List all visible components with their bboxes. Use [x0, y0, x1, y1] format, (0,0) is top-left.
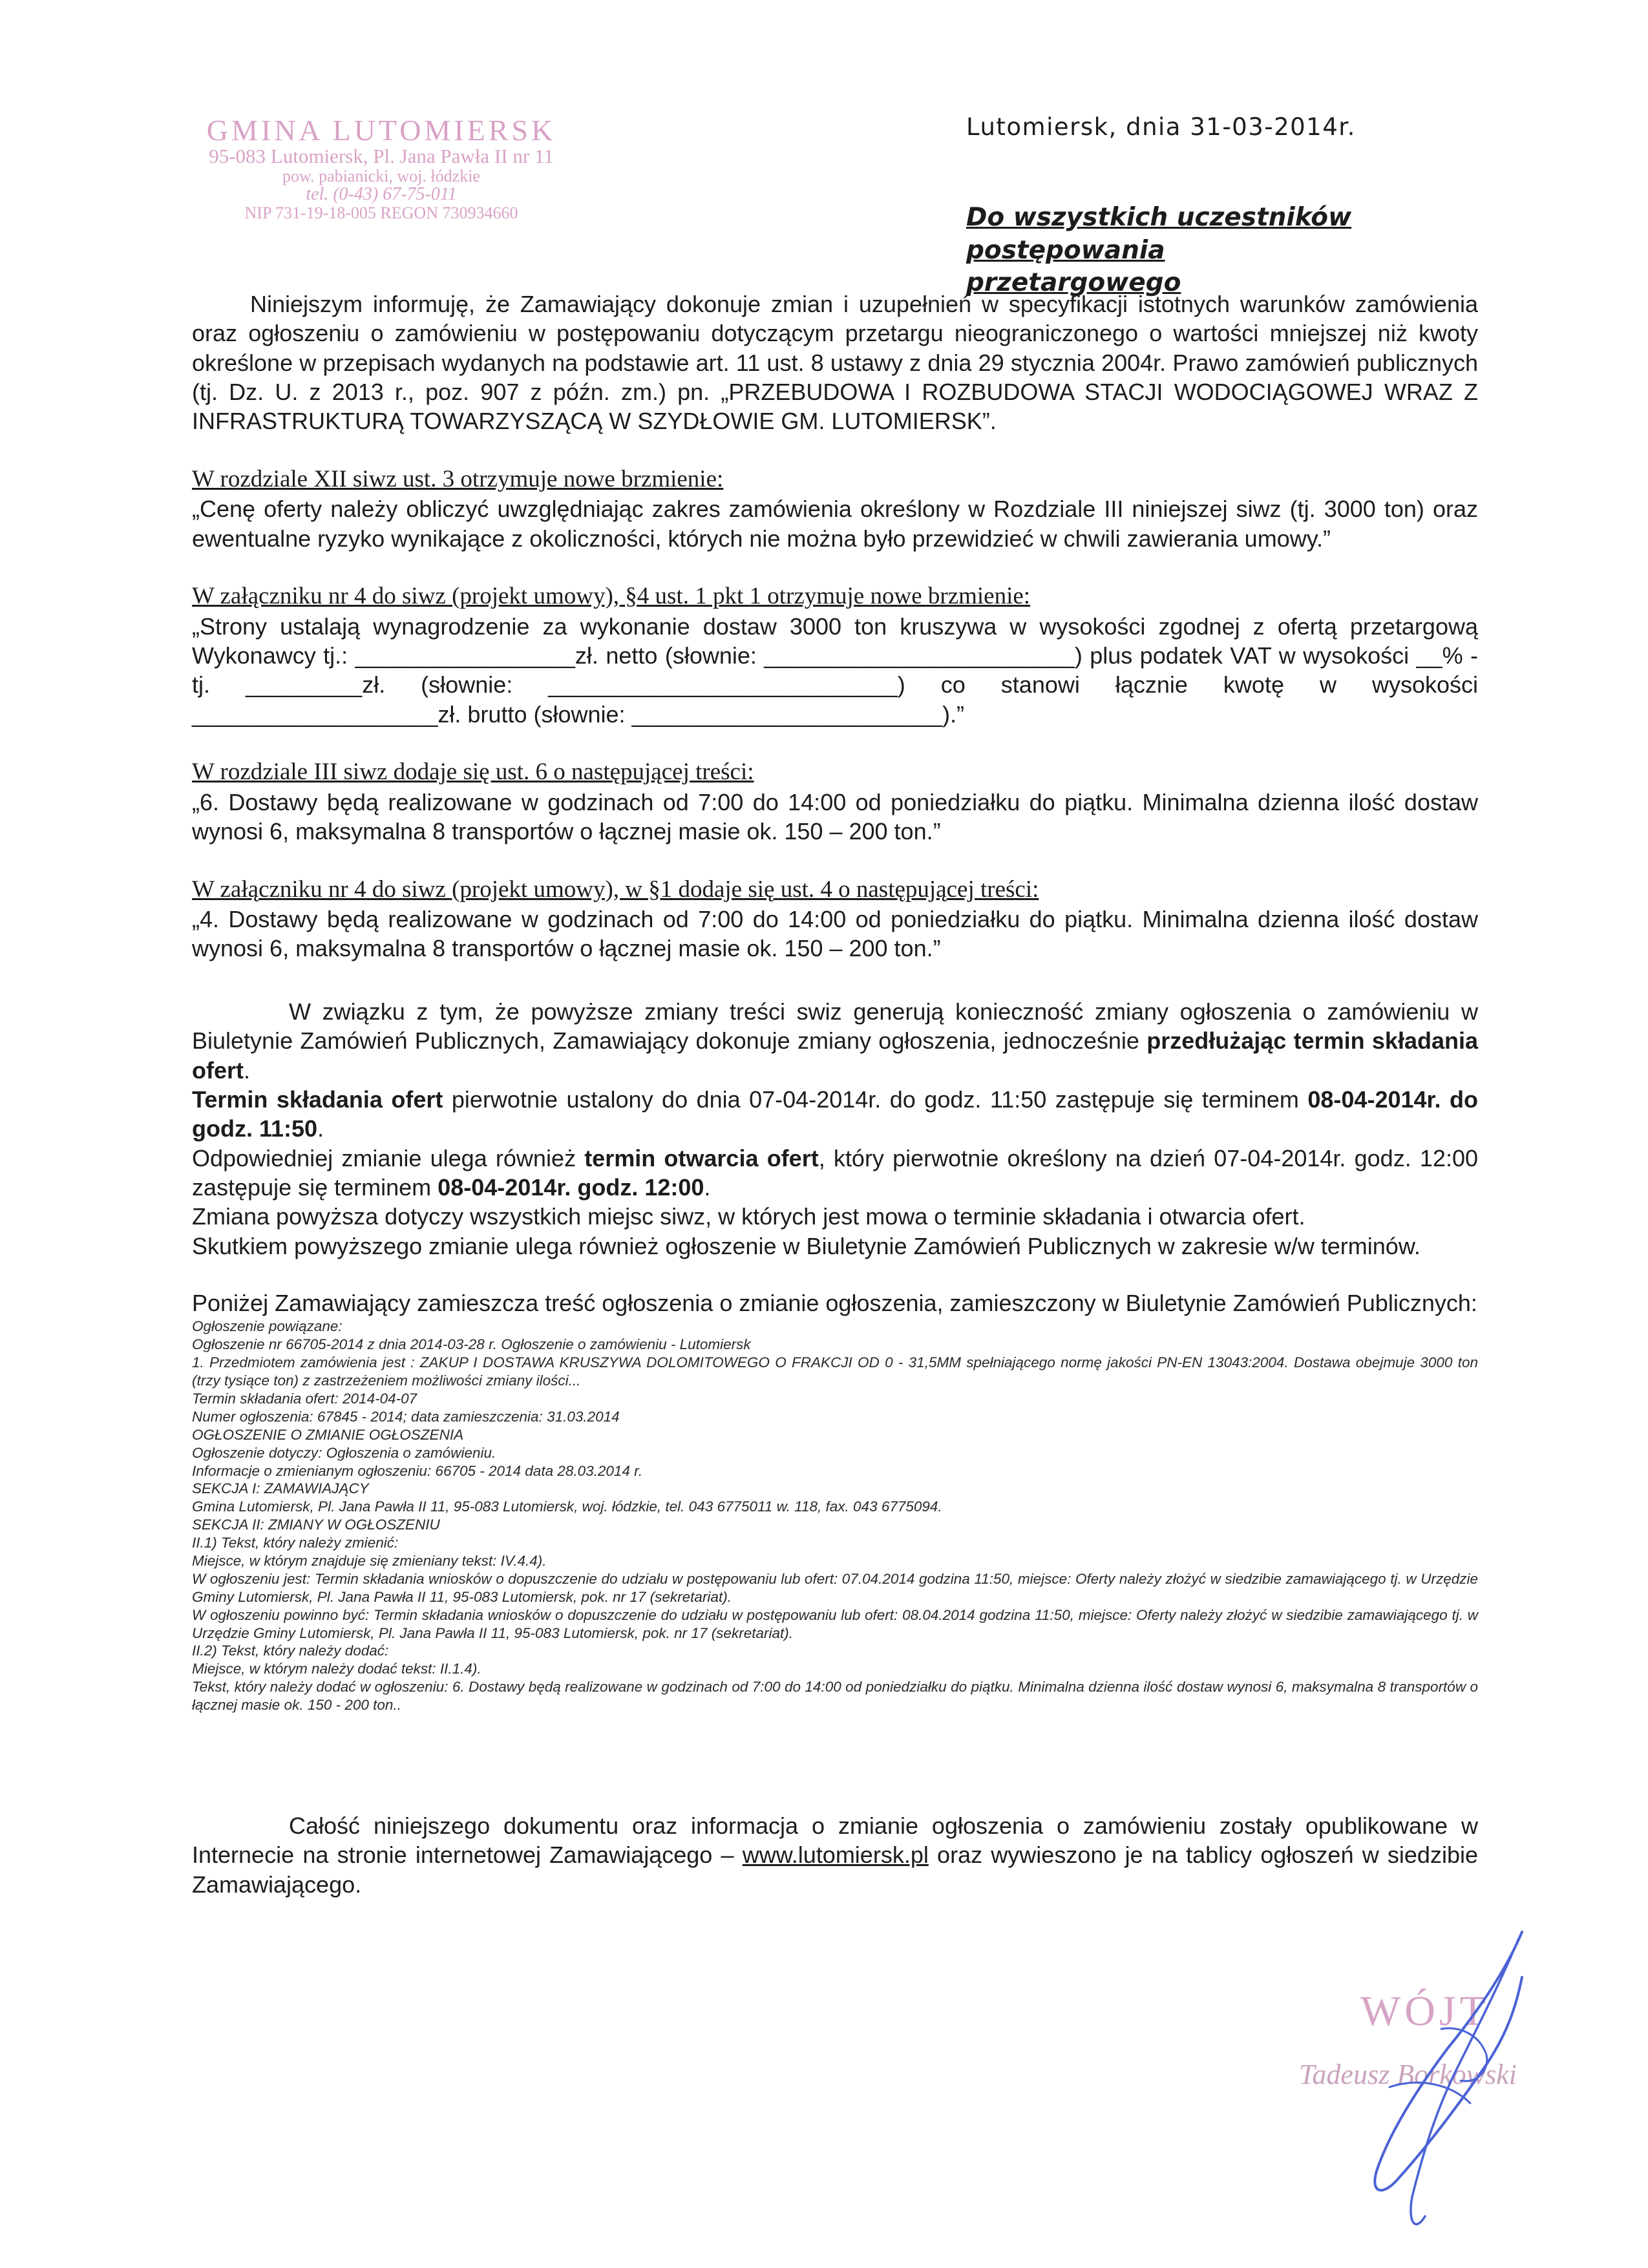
addressee: Do wszystkich uczestników postępowania przetargowego [966, 203, 1352, 298]
website-link[interactable]: www.lutomiersk.pl [742, 1842, 929, 1869]
closing-text-b: oraz wywieszono je na tablicy ogłoszeń w siedzibie Zamawiającego. [192, 1842, 1478, 1898]
change-p3-c: , który pierwotnie określony na dzień 07-04-2014r. godz. 12:00 zastępuje się terminem [192, 1144, 1478, 1201]
change-p2-a: Termin składania ofert [192, 1086, 443, 1113]
stamp-line-phone: tel. (0-43) 67-75-011 [306, 184, 457, 205]
intro-paragraph: Niniejszym informuję, że Zamawiający dokonuje zmian i uzupełnień w specyfikacji istotnych warunków zamówienia oraz ogłoszeniu o zamówieniu w postępowaniu dotyczącym przetargu nieograniczonego o wartości mniejszej niż kwoty określone w przepisach wydanych na podstawie art. 11 ust. 8 ustawy z dnia 29 stycznia 2004r. Prawo zamówień publicznych (tj. Dz. U. z 2013 r., poz. 907 z późn. zm.) pn. „PRZEBUDOWA I ROZBUDOWA STACJI WODOCIĄGOWEJ WRAZ Z INFRASTRUKTURĄ TOWARZYSZĄCĄ W SZYDŁOWIE GM. LUTOMIERSK”. [192, 291, 1478, 435]
section-4 [192, 874, 1478, 963]
signature-stamp-title: WÓJT [1360, 1988, 1490, 2035]
notice-line: Ogłoszenie powiązane: [192, 1318, 343, 1335]
change-p3-b: termin otwarcia ofert [584, 1144, 819, 1171]
deadline-paragraph [192, 1085, 1478, 1144]
section-4-text: „4. Dostawy będą realizowane w godzinach od 7:00 do 14:00 od poniedziałku do piątku. Minimalna dzienna ilość dostaw wynosi 6, maksymalna 8 transportów o łącznej masie ok. 150 – 200 ton.” [192, 906, 1478, 962]
opening-paragraph [192, 1144, 1478, 1202]
section-1-heading: W rozdziale XII siwz ust. 3 otrzymuje nowe brzmienie: [192, 465, 724, 492]
notice-line: SEKCJA II: ZMIANY W OGŁOSZENIU [192, 1517, 440, 1533]
section-4-heading: W załączniku nr 4 do siwz (projekt umowy), w §1 dodaje się ust. 4 o następującej treści: [192, 876, 1039, 903]
change-p1-b: przedłużając termin składania ofert [192, 1027, 1478, 1084]
stamp-line-name: GMINA LUTOMIERSK [206, 114, 556, 147]
notice-line: Termin składania ofert: 2014-04-07 [192, 1390, 417, 1407]
notice-line: OGŁOSZENIE O ZMIANIE OGŁOSZENIA [192, 1426, 464, 1443]
change-p2-c: 08-04-2014r. do godz. 11:50 [192, 1086, 1479, 1142]
notice-line: Ogłoszenie nr 66705-2014 z dnia 2014-03-28 r. Ogłoszenie o zamówieniu - Lutomiersk [192, 1336, 751, 1353]
notice-line: W ogłoszeniu jest: Termin składania wniosków o dopuszczenie do udziału w postępowaniu lub ofert: 07.04.2014 godzina 11:50, miejsce: Oferty należy złożyć w siedzibie zamawiającego tj. w Urzędzie Gminy Lutomiersk, Pl. Jana Pawła II 11, 95-083 Lutomiersk, pok. nr 17 (sekretariat). [192, 1570, 1478, 1605]
notice-line: SEKCJA I: ZAMAWIAJĄCY [192, 1480, 369, 1497]
section-3-text: „6. Dostawy będą realizowane w godzinach od 7:00 do 14:00 od poniedziałku do piątku. Minimalna dzienna ilość dostaw wynosi 6, maksymalna 8 transportów o łącznej masie ok. 150 – 200 ton.” [192, 788, 1478, 845]
closing-paragraph [192, 1811, 1478, 1899]
change-p3-a: Odpowiedniej zmianie ulega również [192, 1144, 585, 1171]
stamp-line-nip: NIP 731-19-18-005 REGON 730934660 [244, 203, 518, 222]
municipality-stamp [187, 115, 575, 222]
section-3 [192, 757, 1478, 846]
date-line: Lutomiersk, dnia 31-03-2014r. [966, 113, 1356, 141]
change-p3-d: 08-04-2014r. godz. 12:00 [438, 1173, 704, 1201]
stamp-line-address: 95-083 Lutomiersk, Pl. Jana Pawła II nr 11 [209, 145, 554, 168]
section-2 [192, 581, 1478, 729]
scope-paragraph: Zmiana powyższa dotyczy wszystkich miejsc siwz, w których jest mowa o terminie składania i otwarcia ofert. [192, 1203, 1305, 1230]
section-2-heading: W załączniku nr 4 do siwz (projekt umowy), §4 ust. 1 pkt 1 otrzymuje nowe brzmienie: [192, 583, 1031, 610]
section-1-text: „Cenę oferty należy obliczyć uwzględniając zakres zamówienia określony w Rozdziale III niniejszej siwz (tj. 3000 ton) oraz ewentualne ryzyko wynikające z okoliczności, których nie można było przewidzieć w chwili zawierania umowy.” [192, 496, 1478, 552]
change-p1-c: . [244, 1056, 251, 1084]
stamp-line-district: pow. pabianicki, woj. łódzkie [282, 166, 480, 185]
bzp-notice [192, 1318, 1478, 1714]
letter-body [192, 289, 1478, 1899]
change-p2-b: pierwotnie ustalony do dnia 07-04-2014r. do godz. 11:50 zastępuje się terminem [443, 1086, 1308, 1113]
notice-line: II.2) Tekst, który należy dodać: [192, 1643, 389, 1659]
notice-line: Informacje o zmienianym ogłoszeniu: 66705 - 2014 data 28.03.2014 r. [192, 1462, 643, 1479]
notice-line: Ogłoszenie dotyczy: Ogłoszenia o zamówieniu. [192, 1444, 496, 1461]
closing-text-a: Całość niniejszego dokumentu oraz informacja o zmianie ogłoszenia o zamówieniu zostały opublikowane w Internecie na stronie internetowej Zamawiającego – [192, 1812, 1478, 1869]
notice-line: W ogłoszeniu powinno być: Termin składania wniosków o dopuszczenie do udziału w postępowaniu lub ofert: 08.04.2014 godzina 11:50, miejsce: Oferty należy złożyć w siedzibie zamawiającego tj. w Urzędzie Gminy Lutomiersk, Pl. Jana Pawła II 11, 95-083 Lutomiersk, pok. nr 17 (sekretariat). [192, 1606, 1478, 1641]
notice-line: Numer ogłoszenia: 67845 - 2014; data zamieszczenia: 31.03.2014 [192, 1408, 620, 1425]
notice-intro: Poniżej Zamawiający zamieszcza treść ogłoszenia o zmianie ogłoszenia, zamieszczony w Biuletynie Zamówień Publicznych: [192, 1290, 1477, 1317]
change-p2-d: . [317, 1115, 324, 1142]
notice-line: Gmina Lutomiersk, Pl. Jana Pawła II 11, 95-083 Lutomiersk, woj. łódzkie, tel. 043 6775011 w. 118, fax. 043 6775094. [192, 1498, 942, 1515]
notice-line: II.1) Tekst, który należy zmienić: [192, 1535, 399, 1551]
change-p3-e: . [704, 1173, 711, 1201]
signature-stamp-name: Tadeusz Borkowski [1299, 2059, 1517, 2090]
notice-line: Miejsce, w którym należy dodać tekst: II.1.4). [192, 1661, 481, 1677]
section-3-heading: W rozdziale III siwz dodaje się ust. 6 o następującej treści: [192, 759, 754, 786]
change-paragraph [192, 997, 1478, 1085]
section-1 [192, 464, 1478, 553]
notice-line: Miejsce, w którym znajduje się zmieniany tekst: IV.4.4). [192, 1553, 547, 1569]
section-2-text: „Strony ustalają wynagrodzenie za wykonanie dostaw 3000 ton kruszywa w wysokości zgodnej z ofertą przetargową Wykonawcy tj.: _________________zł. netto (słownie: ________________________) plus podatek VAT w wysokości __% - tj. _________zł. (słownie: ___________________________) co stanowi łącznie kwotę w wysokości ___________________zł. brutto (słownie: ________________________).” [192, 613, 1478, 728]
notice-line: Tekst, który należy dodać w ogłoszeniu: 6. Dostawy będą realizowane w godzinach od 7:00 do 14:00 od poniedziałku do piątku. Minimalna dzienna ilość dostaw wynosi 6, maksymalna 8 transportów o łącznej masie ok. 150 - 200 ton.. [192, 1679, 1478, 1714]
notice-line: 1. Przedmiotem zamówienia jest : ZAKUP I DOSTAWA KRUSZYWA DOLOMITOWEGO O FRAKCJI OD 0 - 31,5MM spełniającego normę jakości PN-EN 13043:2004. Dostawa obejmuje 3000 ton (trzy tysiące ton) z zastrzeżeniem możliwości zmiany ilości... [192, 1354, 1478, 1389]
effect-paragraph: Skutkiem powyższego zmianie ulega również ogłoszenie w Biuletynie Zamówień Publicznych w zakresie w/w terminów. [192, 1232, 1421, 1259]
change-p1-a: W związku z tym, że powyższe zmiany treści swiz generują konieczność zmiany ogłoszenia o zamówieniu w Biuletynie Zamówień Publicznych, Zamawiający dokonuje zmiany ogłoszenia, jednocześnie [192, 998, 1478, 1055]
